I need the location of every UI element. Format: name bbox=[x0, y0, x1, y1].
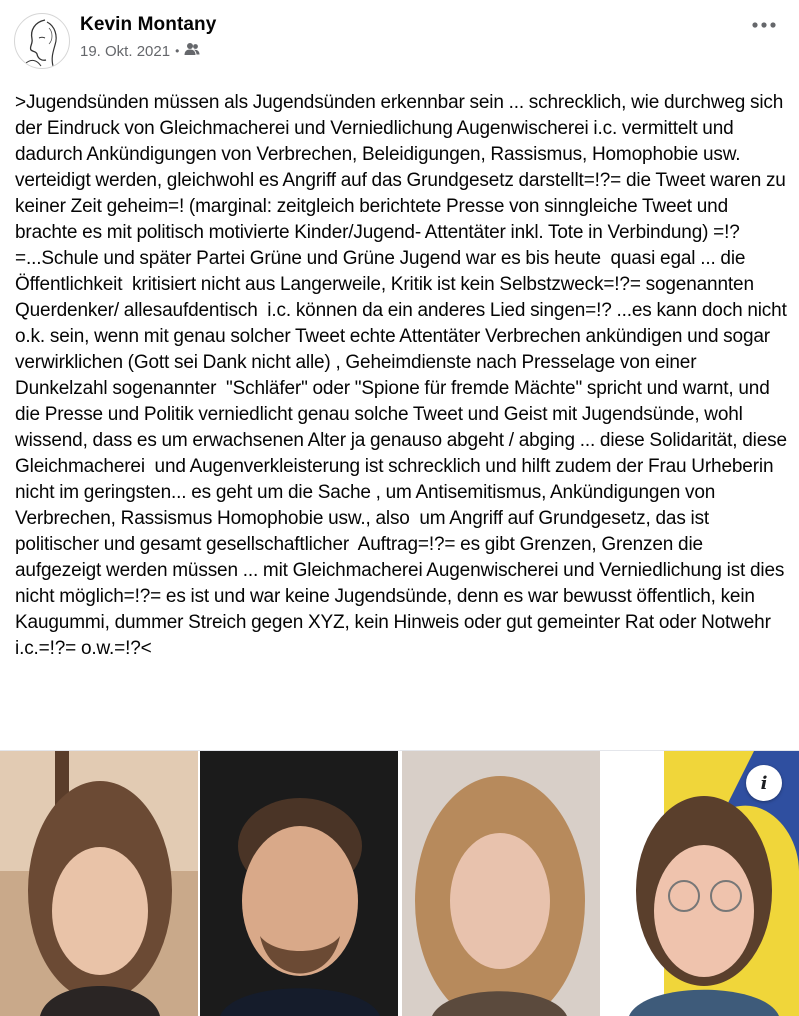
photo-gallery bbox=[0, 751, 799, 1016]
post-date[interactable]: 19. Okt. 2021 bbox=[80, 42, 171, 60]
post-meta bbox=[80, 42, 200, 60]
post-header bbox=[0, 0, 799, 80]
friends-icon[interactable] bbox=[184, 42, 200, 60]
author-avatar[interactable] bbox=[14, 13, 70, 69]
meta-separator: • bbox=[175, 44, 180, 58]
avatar-sketch-icon bbox=[15, 14, 69, 68]
post-text: >Jugendsünden müssen als Jugendsünden erkennbar sein ... schrecklich, wie durchweg sich der Eindruck von Gleichmacherei und Verniedlichung Augenwischerei i.c. vermittelt und dadurch Ankündigungen von Verbrechen, Beleidigungen, Rassismus, Homophobie usw. verteidigt werden, gleichwohl es Angriff auf das Grundgesetz darstellt=!?= die Tweet waren zu keiner Zeit geheim=! (marginal: zeitgleich berichtete Presse von sinngleiche Tweet und brachte es mit politisch motivierte Kinder/Jugend- Attentäter inkl. Tote in Verbindung) =!? =...Schule und später Partei Grüne und Grüne Jugend war es bis heute quasi egal ... die Öffentlichkeit kritisiert nicht aus Langerweile, Kritik ist kein Selbstzweck=!?= sogenannten Querdenker/ allesaufdentisch i.c. können da ein anderes Lied singen=!? ...es kann doch nicht o.k. sein, wenn mit genau solcher Tweet echte Attentäter Verbrechen ankündigen und sogar verwirklichen (Gott sei Dank nicht alle) , Geheimdienste nach Presselage von einer Dunkelzahl sogenannter "Schläfer" oder "Spione für fremde Mächte" spricht und warnt, und die Presse und Politik verniedlicht genau solche Tweet und Geist mit Jugendsünde, wohl wissend, dass es um erwachsenen Alter ja genauso abgeht / abging ... diese Solidarität, diese Gleichmacherei und Augenverkleisterung ist schrecklich und hilft zudem der Frau Urheberin nicht im geringsten... es geht um die Sache , um Antisemitismus, Ankündigungen von Verbrechen, Rassismus Homophobie usw., also um Angriff auf Grundgesetz, das ist politischer und gesamt gesellschaftlicher Auftrag=!?= es gibt Grenzen, Grenzen die aufgezeigt werden müssen ... mit Gleichmacherei Augenwischerei und Verniedlichung ist dies nicht möglich=!?= es ist und war keine Jugendsünde, denn es war bewusst öffentlich, kein Kaugummi, dummer Streich gegen XYZ, kein Hinweis oder gut gemeinter Rat oder Notwehr i.c.=!?= o.w.=!?< bbox=[15, 92, 792, 659]
info-icon: i bbox=[760, 772, 768, 794]
gallery-photo-1[interactable] bbox=[0, 751, 198, 1016]
more-horizontal-icon bbox=[752, 22, 776, 28]
author-name[interactable]: Kevin Montany bbox=[80, 14, 217, 35]
gallery-photo-2[interactable] bbox=[200, 751, 398, 1016]
more-options-button[interactable] bbox=[746, 12, 782, 38]
gallery-photo-3[interactable] bbox=[402, 751, 600, 1016]
info-button[interactable] bbox=[746, 765, 782, 801]
